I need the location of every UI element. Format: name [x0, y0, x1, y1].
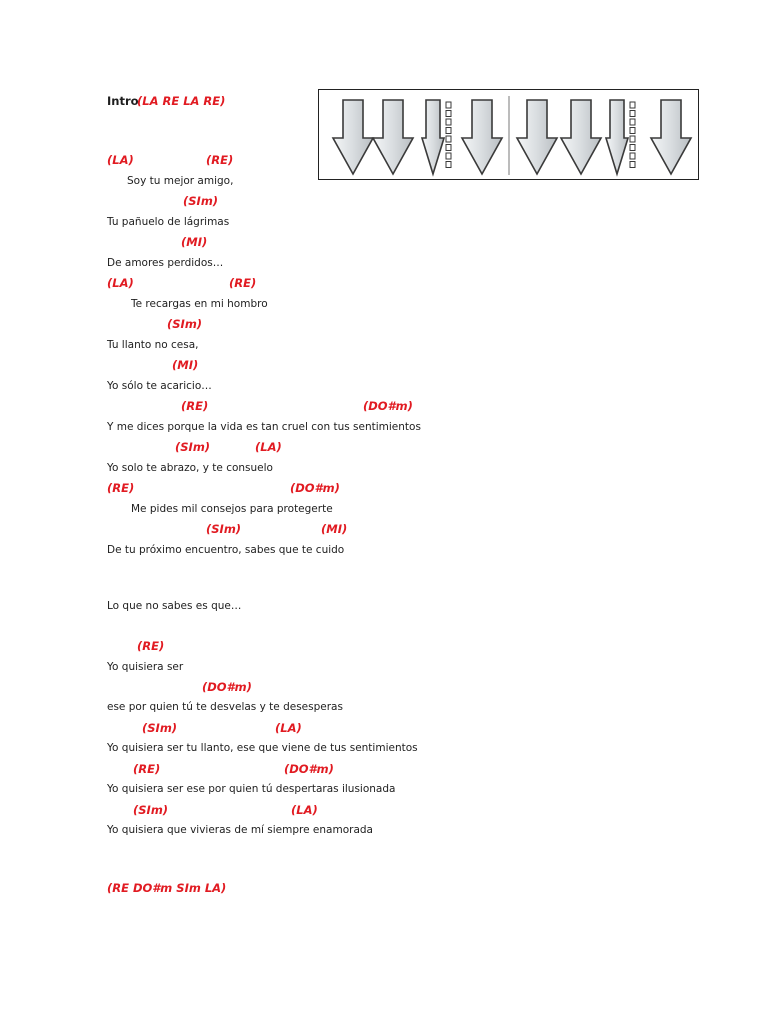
chord: (LA)	[275, 721, 302, 735]
lyric-line: Yo quisiera ser tu llanto, ese que viene de tus sentimientos	[107, 742, 418, 754]
chord: (SIm)	[167, 317, 203, 331]
down-arrow-icon	[333, 100, 373, 174]
lyric-line: Me pides mil consejos para protegerte	[131, 503, 333, 515]
chord: (DO#m)	[284, 762, 334, 776]
chord: (MI)	[321, 522, 348, 536]
lyric-line: Yo quisiera ser ese por quien tú despertaras ilusionada	[107, 783, 396, 795]
lyric-line: Yo quisiera ser	[107, 661, 184, 673]
chord: (LA)	[255, 440, 282, 454]
lyric-line: De tu próximo encuentro, sabes que te cuido	[107, 544, 345, 556]
chord: (RE)	[107, 481, 135, 495]
chord: (DO#m)	[363, 399, 413, 413]
chord: (SIm)	[133, 803, 169, 817]
chord: (RE)	[137, 639, 165, 653]
intro-chords: (LA RE LA RE)	[137, 94, 226, 108]
chord: (LA)	[107, 276, 134, 290]
muted-down-arrow-icon	[606, 100, 635, 174]
lyric-line: Soy tu mejor amigo,	[127, 175, 234, 187]
chord: (DO#m)	[290, 481, 340, 495]
chord: (SIm)	[206, 522, 242, 536]
lyric-line: Tu pañuelo de lágrimas	[107, 216, 230, 228]
down-arrow-icon	[517, 100, 557, 174]
lyric-line: Lo que no sabes es que…	[107, 600, 242, 612]
chord: (LA)	[107, 153, 134, 167]
chord: (RE)	[206, 153, 234, 167]
down-arrow-icon	[651, 100, 691, 174]
chord: (RE)	[133, 762, 161, 776]
muted-down-arrow-icon	[422, 100, 451, 174]
intro-label: Intro	[107, 94, 139, 108]
chord: (SIm)	[142, 721, 178, 735]
strumming-arrows	[319, 90, 700, 181]
lyric-line: Yo quisiera que vivieras de mí siempre enamorada	[107, 824, 373, 836]
chord: (SIm)	[183, 194, 219, 208]
outro-chords: (RE DO#m SIm LA)	[107, 881, 227, 895]
chord: (MI)	[172, 358, 199, 372]
lyric-line: Yo sólo te acaricio…	[107, 380, 212, 392]
chord: (SIm)	[175, 440, 211, 454]
chord: (LA)	[291, 803, 318, 817]
lyric-line: Y me dices porque la vida es tan cruel con tus sentimientos	[107, 421, 421, 433]
lyric-line: ese por quien tú te desvelas y te desesperas	[107, 701, 343, 713]
chord: (RE)	[229, 276, 257, 290]
down-arrow-icon	[561, 100, 601, 174]
chord: (DO#m)	[202, 680, 252, 694]
chord: (MI)	[181, 235, 208, 249]
lyric-line: De amores perdidos…	[107, 257, 224, 269]
lyric-line: Te recargas en mi hombro	[131, 298, 268, 310]
chord: (RE)	[181, 399, 209, 413]
down-arrow-icon	[373, 100, 413, 174]
lyric-line: Tu llanto no cesa,	[107, 339, 199, 351]
down-arrow-icon	[462, 100, 502, 174]
strumming-pattern	[318, 89, 699, 180]
lyric-line: Yo solo te abrazo, y te consuelo	[107, 462, 273, 474]
